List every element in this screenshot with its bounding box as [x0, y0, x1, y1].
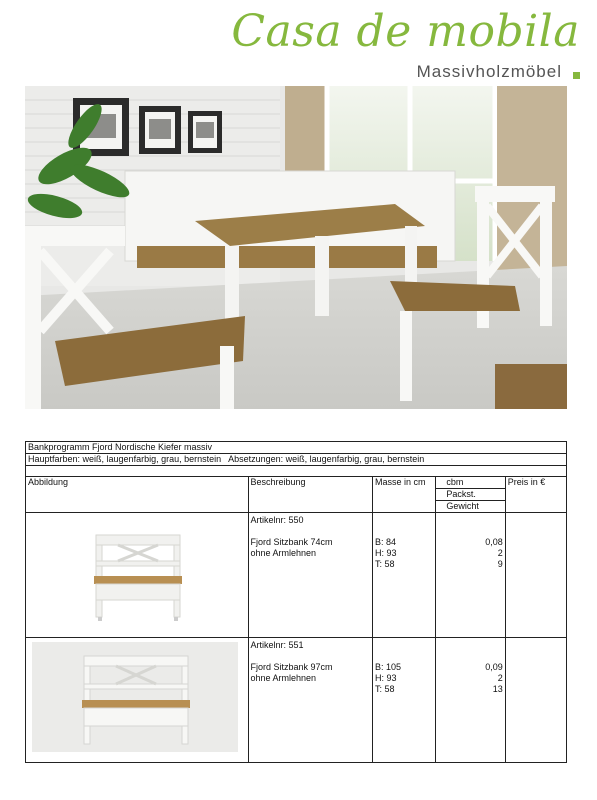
- article-number: Artikelnr: 551: [250, 640, 304, 650]
- product-dimensions: [373, 638, 436, 763]
- header-packages: Packst.: [436, 488, 504, 500]
- brand-tagline: Massivholzmöbel: [416, 62, 562, 81]
- dimension-depth: T: 58: [375, 559, 395, 569]
- brand-name: Casa de mobila: [231, 6, 580, 57]
- table-row: [26, 638, 567, 763]
- product-table: [25, 441, 567, 763]
- article-number: Artikelnr: 550: [250, 515, 304, 525]
- brand-square-icon: [573, 72, 580, 79]
- dimension-height: H: 93: [375, 673, 397, 683]
- table-row: [26, 513, 567, 638]
- weight-value: 9: [497, 559, 503, 569]
- brand-logo: [231, 6, 590, 84]
- header-logistics: [436, 477, 505, 513]
- hero-photo: [25, 86, 567, 409]
- dimension-width: B: 84: [375, 537, 397, 547]
- product-name: Fjord Sitzbank 74cm: [250, 537, 333, 547]
- product-detail: ohne Armlehnen: [250, 673, 317, 683]
- product-dimensions: [373, 513, 436, 638]
- header-cbm: cbm: [446, 477, 464, 487]
- dimension-height: H: 93: [375, 548, 397, 558]
- table-title: Bankprogramm Fjord Nordische Kiefer massiv: [26, 442, 567, 454]
- header-image: Abbildung: [26, 477, 249, 513]
- dimension-depth: T: 58: [375, 684, 395, 694]
- product-logistics: [436, 513, 505, 638]
- header-price: Preis in €: [505, 477, 566, 513]
- product-name: Fjord Sitzbank 97cm: [250, 662, 333, 672]
- cbm-value: 0,09: [485, 662, 503, 672]
- product-description: [248, 513, 373, 638]
- product-description: [248, 638, 373, 763]
- product-detail: ohne Armlehnen: [250, 548, 317, 558]
- packages-value: 2: [497, 673, 503, 683]
- dimension-width: B: 105: [375, 662, 402, 672]
- spacer-row: [26, 466, 567, 477]
- weight-value: 13: [492, 684, 503, 694]
- header-description: Beschreibung: [248, 477, 373, 513]
- product-price: [505, 638, 566, 763]
- product-image: [26, 513, 249, 638]
- header-dimensions: Masse in cm: [373, 477, 436, 513]
- product-logistics: [436, 638, 505, 763]
- product-price: [505, 513, 566, 638]
- packages-value: 2: [497, 548, 503, 558]
- header-weight: Gewicht: [436, 500, 504, 512]
- cbm-value: 0,08: [485, 537, 503, 547]
- product-image: [26, 638, 249, 763]
- colors-line: Hauptfarben: weiß, laugenfarbig, grau, bernstein Absetzungen: weiß, laugenfarbig, grau, bernstein: [26, 454, 567, 466]
